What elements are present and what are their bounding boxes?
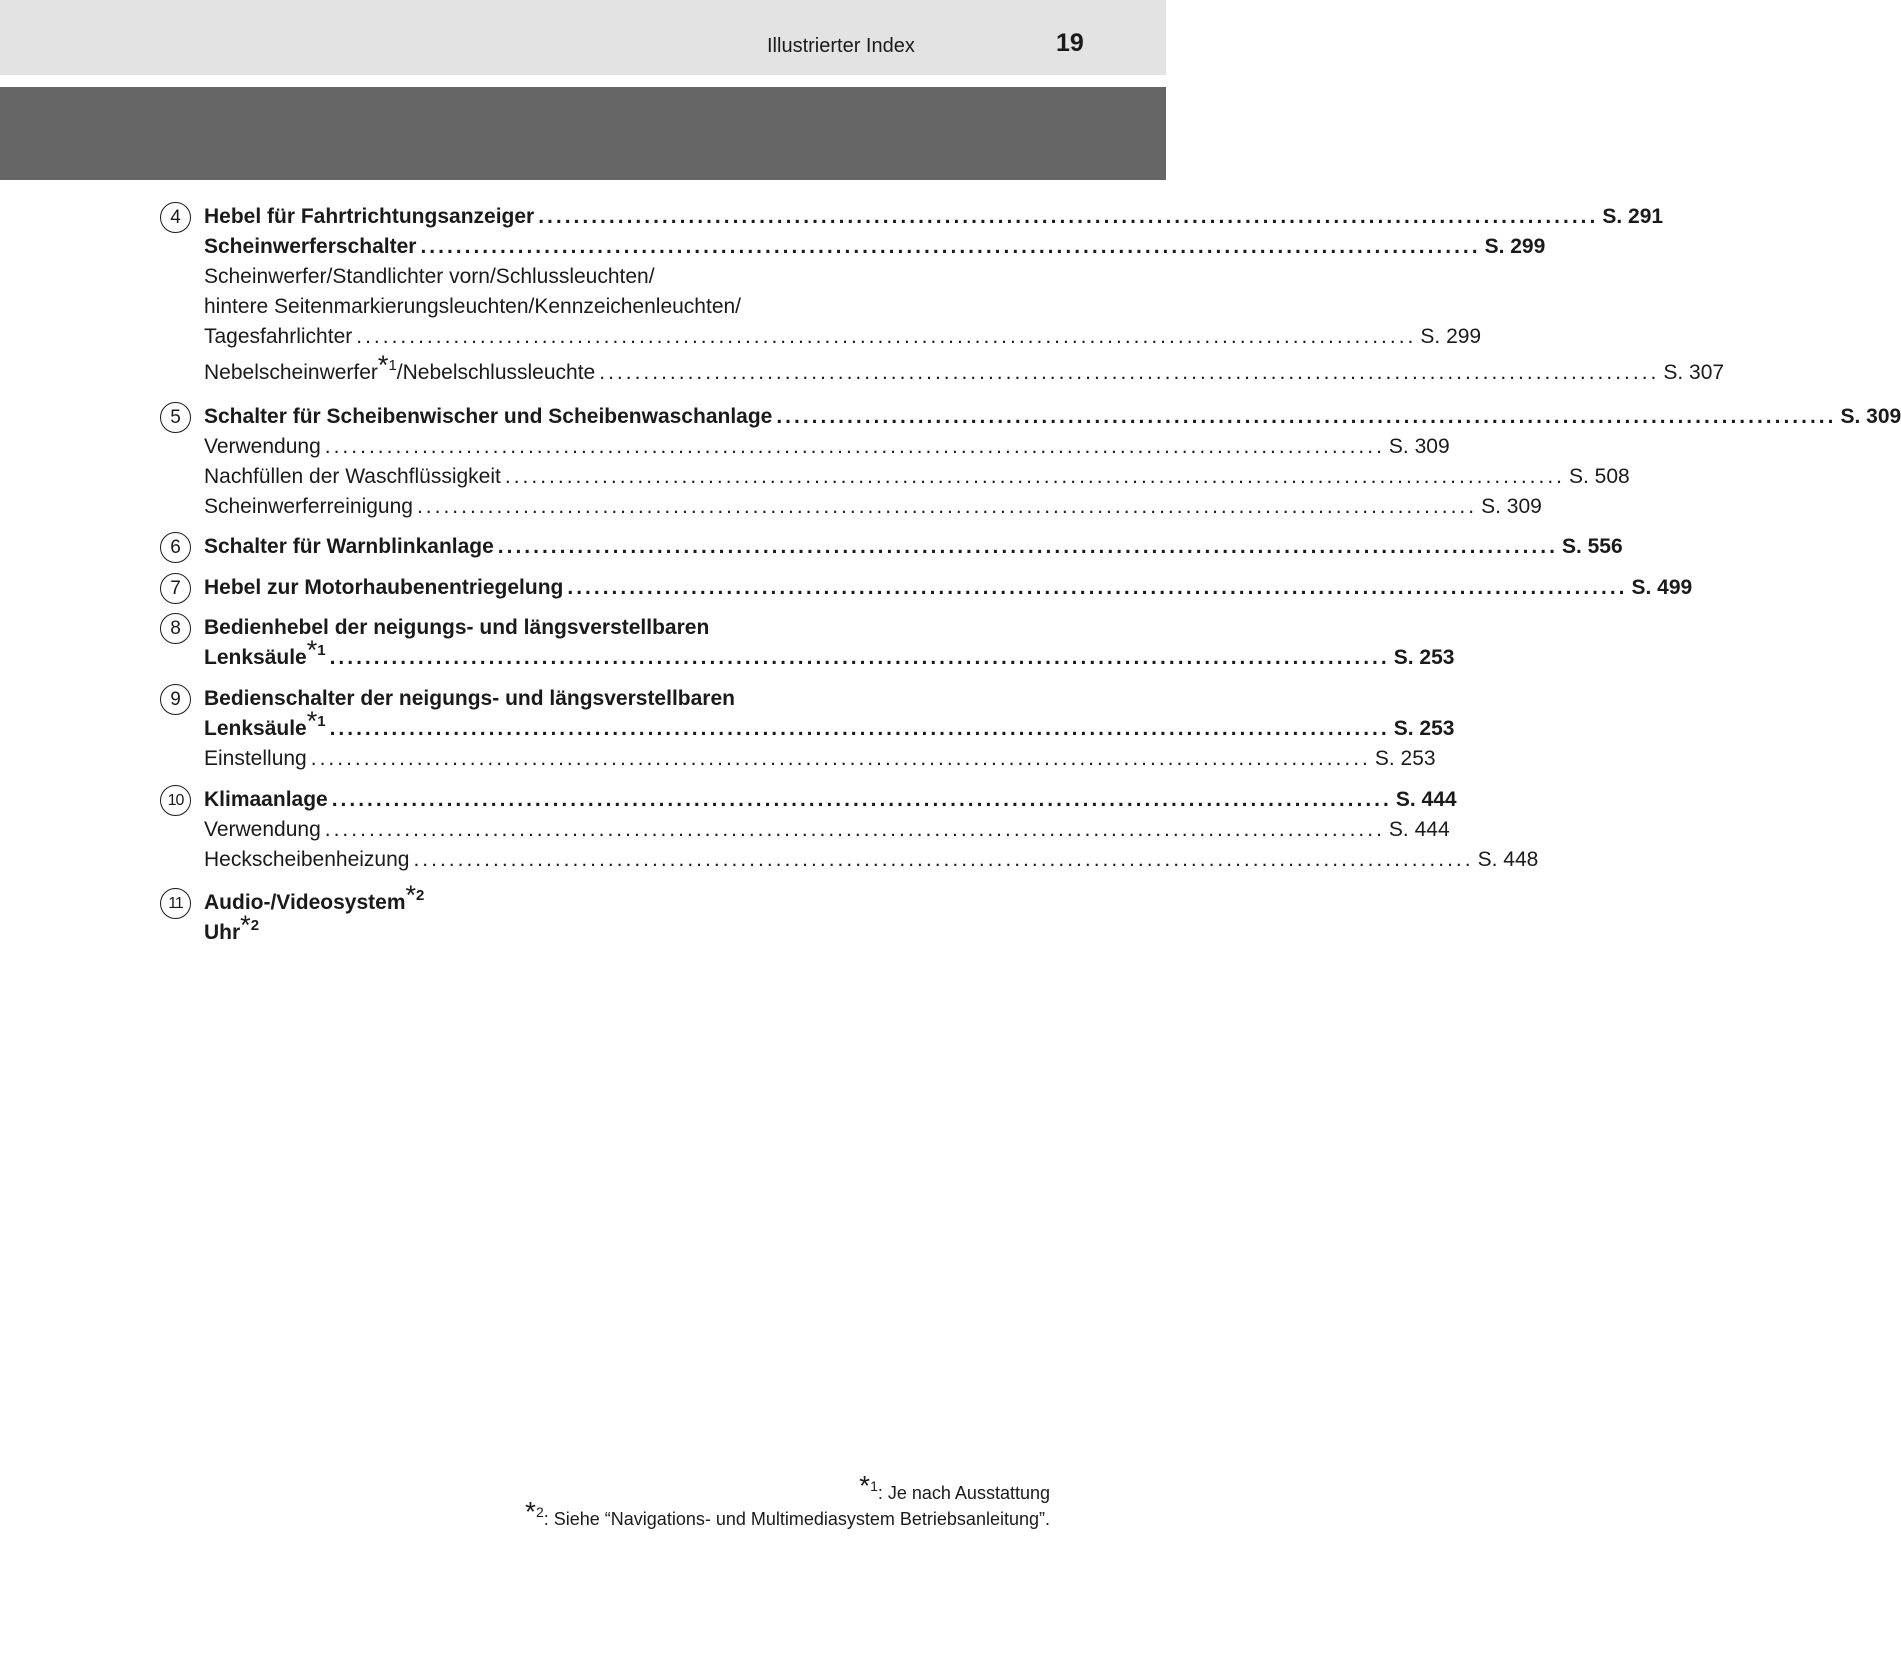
entry-number-5: 5 xyxy=(160,402,191,433)
entry-label: Hebel für Fahrtrichtungsanzeiger xyxy=(204,205,535,228)
label-part: Lenksäule xyxy=(204,717,307,740)
entry-label: Scheinwerferschalter xyxy=(204,235,417,258)
index-entry xyxy=(204,462,1630,492)
page-number: 19 xyxy=(1056,29,1084,57)
index-entry xyxy=(204,202,1664,232)
index-entry xyxy=(204,845,1539,875)
entry-label: Einstellung xyxy=(204,747,307,770)
leader-dots: ........................................................................................................................ xyxy=(538,205,1599,228)
leader-dots: ........................................................................................................................ xyxy=(413,848,1474,871)
leader-dots: ........................................................................................................................ xyxy=(416,495,1478,518)
page-ref: S. 253 xyxy=(1393,646,1455,669)
page-ref: S. 444 xyxy=(1388,818,1450,841)
entry-line: Bedienschalter der neigungs- und längsverstellbaren xyxy=(204,687,735,710)
entry-line: hintere Seitenmarkierungsleuchten/Kennzeichenleuchten/ xyxy=(204,295,742,318)
footnote-ref: 2 xyxy=(416,887,425,904)
footnote-ref: 1 xyxy=(317,642,326,659)
page-ref: S. 291 xyxy=(1602,205,1664,228)
leader-dots: ........................................................................................................................ xyxy=(567,576,1628,599)
entry-label: Hebel zur Motorhaubenentriegelung xyxy=(204,576,564,599)
asterisk-mark: * xyxy=(859,1470,871,1501)
asterisk-mark: * xyxy=(306,635,318,665)
index-entry xyxy=(204,402,1901,432)
asterisk-mark: * xyxy=(405,880,417,910)
asterisk-mark: * xyxy=(306,706,318,736)
entry-number-8: 8 xyxy=(160,613,191,644)
index-entry xyxy=(204,815,1450,845)
leader-dots: ........................................................................................................................ xyxy=(420,235,1481,258)
entry-label: Nachfüllen der Waschflüssigkeit xyxy=(204,465,501,488)
entry-label: Schalter für Warnblinkanlage xyxy=(204,535,494,558)
entry-line xyxy=(204,910,260,948)
footnote-text: : Siehe “Navigations- und Multimediasystem Betriebsanleitung”. xyxy=(543,1509,1050,1529)
index-entry xyxy=(204,350,1725,388)
index-entry xyxy=(204,706,1455,744)
index-entry xyxy=(204,744,1436,774)
leader-dots: ........................................................................................................................ xyxy=(310,747,1371,770)
footnote-text: : Je nach Ausstattung xyxy=(877,1483,1050,1503)
leader-dots: ........................................................................................................................ xyxy=(324,435,1385,458)
entry-label: Klimaanlage xyxy=(204,788,328,811)
header-band xyxy=(0,87,1166,180)
label-part: /Nebelschlussleuchte xyxy=(396,361,596,384)
page-ref: S. 309 xyxy=(1388,435,1450,458)
footnote-2 xyxy=(525,1496,1050,1532)
leader-dots: ........................................................................................................................ xyxy=(329,646,1390,669)
asterisk-mark: * xyxy=(525,1496,536,1527)
page-ref: S. 444 xyxy=(1395,788,1457,811)
leader-dots: ........................................................................................................................ xyxy=(331,788,1392,811)
page-ref: S. 508 xyxy=(1569,465,1630,488)
index-entry xyxy=(204,322,1482,352)
section-title: Illustrierter Index xyxy=(767,35,915,57)
entry-label: Verwendung xyxy=(204,818,321,841)
page-ref: S. 448 xyxy=(1477,848,1539,871)
leader-dots: ........................................................................................................................ xyxy=(324,818,1385,841)
asterisk-mark: * xyxy=(240,910,251,940)
entry-line xyxy=(204,880,425,918)
entry-label: Tagesfahrlichter xyxy=(204,325,353,348)
entry-number-11: 11 xyxy=(160,888,191,919)
entry-number-6: 6 xyxy=(160,532,191,563)
entry-label: Heckscheibenheizung xyxy=(204,848,410,871)
page-ref: S. 253 xyxy=(1374,747,1436,770)
entry-number-4: 4 xyxy=(160,202,191,233)
header-strip xyxy=(0,0,1166,75)
page-ref: S. 307 xyxy=(1663,361,1725,384)
page-ref: S. 556 xyxy=(1561,535,1623,558)
index-entry xyxy=(204,785,1457,815)
leader-dots: ........................................................................................................................ xyxy=(776,405,1837,428)
index-entry xyxy=(204,492,1542,522)
entry-label: Schalter für Scheibenwischer und Scheibenwaschanlage xyxy=(204,405,773,428)
asterisk-mark: * xyxy=(377,350,389,380)
entry-number-7: 7 xyxy=(160,573,191,604)
index-entry xyxy=(204,635,1455,673)
footnote-mark: 1 xyxy=(870,1478,878,1494)
leader-dots: ........................................................................................................................ xyxy=(356,325,1417,348)
entry-label xyxy=(204,350,596,388)
footnote-mark: 2 xyxy=(535,1504,544,1520)
label-part: Audio-/Videosystem xyxy=(204,891,406,914)
page-ref: S. 299 xyxy=(1484,235,1546,258)
entry-line: Bedienhebel der neigungs- und längsverstellbaren xyxy=(204,616,710,639)
leader-dots: ........................................................................................................................ xyxy=(504,465,1565,488)
entry-number-10: 10 xyxy=(160,785,191,816)
footnote-ref: 1 xyxy=(388,357,397,374)
page-ref: S. 253 xyxy=(1393,717,1455,740)
label-part: Nebelscheinwerfer xyxy=(204,361,378,384)
footnote-ref: 2 xyxy=(250,917,260,934)
footnote-1 xyxy=(859,1470,1050,1506)
index-entry xyxy=(204,532,1623,562)
leader-dots: ........................................................................................................................ xyxy=(599,361,1660,384)
page-ref: S. 309 xyxy=(1481,495,1542,518)
page-ref: S. 309 xyxy=(1840,405,1901,428)
label-part: Uhr xyxy=(204,921,241,944)
page-ref: S. 499 xyxy=(1631,576,1693,599)
index-entry xyxy=(204,573,1693,603)
entry-line: Scheinwerfer/Standlichter vorn/Schlussleuchten/ xyxy=(204,265,655,288)
entry-label: Scheinwerferreinigung xyxy=(204,495,413,518)
entry-label: Verwendung xyxy=(204,435,321,458)
page-ref: S. 299 xyxy=(1420,325,1482,348)
entry-label xyxy=(204,706,326,744)
footnote-ref: 1 xyxy=(317,713,326,730)
entry-number-9: 9 xyxy=(160,684,191,715)
index-entry xyxy=(204,432,1450,462)
label-part: Lenksäule xyxy=(204,646,307,669)
entry-label xyxy=(204,635,326,673)
index-entry xyxy=(204,232,1546,262)
leader-dots: ........................................................................................................................ xyxy=(329,717,1390,740)
leader-dots: ........................................................................................................................ xyxy=(497,535,1558,558)
